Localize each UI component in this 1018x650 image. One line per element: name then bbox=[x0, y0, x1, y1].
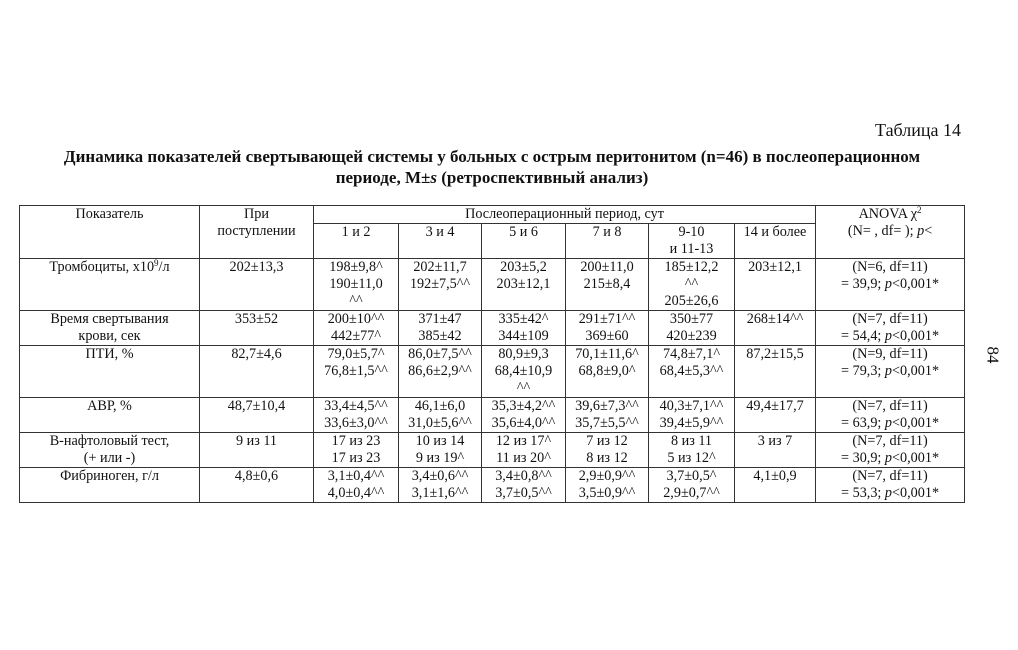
header-day-5-6: 5 и 6 bbox=[482, 224, 566, 259]
cell-day-7-8: 200±11,0 215±8,4 bbox=[566, 259, 649, 311]
cell-day-9-13: 3,7±0,5^ 2,9±0,7^^ bbox=[649, 468, 735, 503]
cell-anova: (N=7, df=11) = 53,3; p<0,001* bbox=[816, 468, 965, 503]
cell-day-5-6: 3,4±0,8^^ 3,7±0,5^^ bbox=[482, 468, 566, 503]
param-platelets: Тромбоциты, $х10^9/л$ bbox=[20, 259, 200, 311]
cell-day-9-13: 8 из 11 5 из 12^ bbox=[649, 433, 735, 468]
cell-day-14-plus: 268±14^^ bbox=[735, 311, 816, 346]
cell-day-7-8: 70,1±11,6^ 68,8±9,0^ bbox=[566, 346, 649, 398]
cell-day-3-4: 10 из 14 9 из 19^ bbox=[399, 433, 482, 468]
cell-day-9-13: 40,3±7,1^^ 39,4±5,9^^ bbox=[649, 398, 735, 433]
cell-day-14-plus: 203±12,1 bbox=[735, 259, 816, 311]
cell-admission: 9 из 11 bbox=[200, 433, 314, 468]
header-day-14-plus: 14 и более bbox=[735, 224, 816, 259]
cell-day-5-6: 335±42^ 344±109 bbox=[482, 311, 566, 346]
cell-admission: 4,8±0,6 bbox=[200, 468, 314, 503]
cell-day-5-6: 203±5,2 203±12,1 bbox=[482, 259, 566, 311]
title-line-1: Динамика показателей свертывающей системы у больных с острым перитонитом (n=46) в послеоперационном bbox=[63, 147, 921, 166]
cell-admission: 202±13,3 bbox=[200, 259, 314, 311]
cell-day-3-4: 371±47 385±42 bbox=[399, 311, 482, 346]
cell-day-9-13: 350±77 420±239 bbox=[649, 311, 735, 346]
cell-anova: (N=9, df=11) = 79,3; p<0,001* bbox=[816, 346, 965, 398]
table-row bbox=[20, 433, 965, 468]
header-day-3-4: 3 и 4 bbox=[399, 224, 482, 259]
cell-day-7-8: 7 из 12 8 из 12 bbox=[566, 433, 649, 468]
table-title bbox=[20, 146, 964, 188]
cell-day-14-plus: 3 из 7 bbox=[735, 433, 816, 468]
header-day-9-13: 9-10 и 11-13 bbox=[649, 224, 735, 259]
header-row-1 bbox=[20, 206, 965, 224]
cell-day-14-plus: 49,4±17,7 bbox=[735, 398, 816, 433]
param-clotting-time: Время свертывания крови, сек bbox=[20, 311, 200, 346]
cell-anova: (N=7, df=11) = 30,9; p<0,001* bbox=[816, 433, 965, 468]
cell-day-14-plus: 87,2±15,5 bbox=[735, 346, 816, 398]
param-pti: ПТИ, % bbox=[20, 346, 200, 398]
cell-day-1-2: 79,0±5,7^ 76,8±1,5^^ bbox=[314, 346, 399, 398]
cell-day-5-6: 35,3±4,2^^ 35,6±4,0^^ bbox=[482, 398, 566, 433]
header-anova: ANOVA $\chi^2$ (N= , df= ); p< bbox=[816, 206, 965, 259]
param-avr: АВР, % bbox=[20, 398, 200, 433]
cell-day-3-4: 46,1±6,0 31,0±5,6^^ bbox=[399, 398, 482, 433]
header-postop-period: Послеоперационный период, сут bbox=[314, 206, 816, 224]
param-fibrinogen: Фибриноген, г/л bbox=[20, 468, 200, 503]
table-row bbox=[20, 346, 965, 398]
cell-day-3-4: 202±11,7 192±7,5^^ bbox=[399, 259, 482, 311]
table-row bbox=[20, 311, 965, 346]
coagulation-table bbox=[19, 205, 965, 503]
cell-anova: (N=7, df=11) = 63,9; p<0,001* bbox=[816, 398, 965, 433]
cell-day-5-6: 80,9±9,3 68,4±10,9 ^^ bbox=[482, 346, 566, 398]
header-admission: При поступлении bbox=[200, 206, 314, 259]
cell-anova: (N=7, df=11) = 54,4; p<0,001* bbox=[816, 311, 965, 346]
cell-day-1-2: 198±9,8^ 190±11,0 ^^ bbox=[314, 259, 399, 311]
param-b-naphthol-test: В-нафтоловый тест, (+ или -) bbox=[20, 433, 200, 468]
title-line-2: периоде, M±s (ретроспективный анализ) bbox=[335, 168, 649, 187]
header-day-1-2: 1 и 2 bbox=[314, 224, 399, 259]
cell-admission: 48,7±10,4 bbox=[200, 398, 314, 433]
table-number: Таблица 14 bbox=[875, 120, 961, 140]
cell-day-7-8: 291±71^^ 369±60 bbox=[566, 311, 649, 346]
cell-day-1-2: 33,4±4,5^^ 33,6±3,0^^ bbox=[314, 398, 399, 433]
cell-day-5-6: 12 из 17^ 11 из 20^ bbox=[482, 433, 566, 468]
cell-day-1-2: 3,1±0,4^^ 4,0±0,4^^ bbox=[314, 468, 399, 503]
cell-day-9-13: 185±12,2 ^^ 205±26,6 bbox=[649, 259, 735, 311]
cell-day-3-4: 86,0±7,5^^ 86,6±2,9^^ bbox=[399, 346, 482, 398]
header-param: Показатель bbox=[20, 206, 200, 259]
cell-admission: 82,7±4,6 bbox=[200, 346, 314, 398]
cell-day-1-2: 17 из 23 17 из 23 bbox=[314, 433, 399, 468]
cell-day-3-4: 3,4±0,6^^ 3,1±1,6^^ bbox=[399, 468, 482, 503]
cell-day-7-8: 39,6±7,3^^ 35,7±5,5^^ bbox=[566, 398, 649, 433]
table-row bbox=[20, 398, 965, 433]
cell-day-1-2: 200±10^^ 442±77^ bbox=[314, 311, 399, 346]
cell-day-14-plus: 4,1±0,9 bbox=[735, 468, 816, 503]
cell-anova: (N=6, df=11) = 39,9; p<0,001* bbox=[816, 259, 965, 311]
page-number: 84 bbox=[983, 346, 1003, 364]
table-row bbox=[20, 468, 965, 503]
cell-admission: 353±52 bbox=[200, 311, 314, 346]
cell-day-7-8: 2,9±0,9^^ 3,5±0,9^^ bbox=[566, 468, 649, 503]
table-row bbox=[20, 259, 965, 311]
cell-day-9-13: 74,8±7,1^ 68,4±5,3^^ bbox=[649, 346, 735, 398]
header-day-7-8: 7 и 8 bbox=[566, 224, 649, 259]
